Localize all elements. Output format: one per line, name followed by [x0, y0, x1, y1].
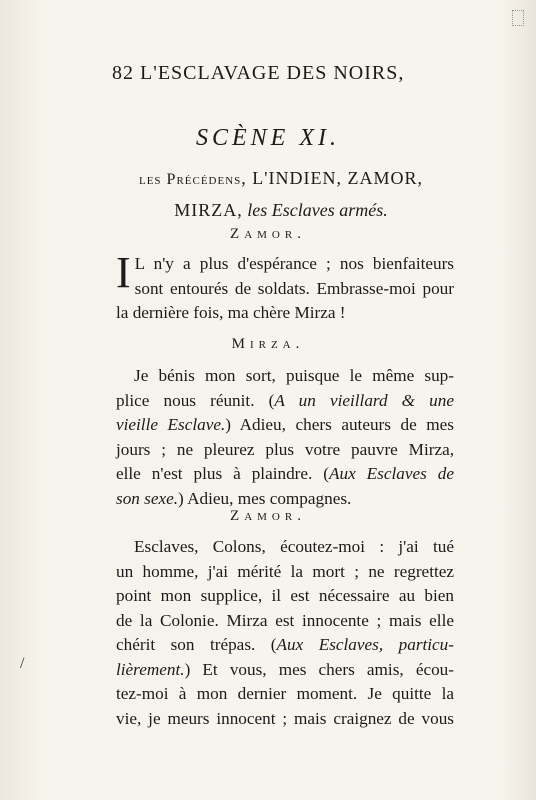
- speaker-zamor-2: Zamor.: [230, 508, 306, 524]
- text-line: de la Colonie. Mirza est innocente ; mais elle: [116, 610, 454, 630]
- speech-zamor-1: [116, 248, 454, 326]
- library-stamp: [512, 10, 524, 26]
- speech-mirza: [116, 364, 454, 511]
- speaker-mirza: Mirza.: [231, 336, 305, 352]
- text-line: Je bénis mon sort, puisque le même sup-: [134, 366, 454, 385]
- text-run: ) Adieu, chers auteurs de mes: [225, 415, 454, 434]
- text-line: un homme, j'ai mérité la mort ; ne regrettez: [116, 561, 454, 581]
- stage-direction: Aux Esclaves, particu-: [276, 635, 454, 654]
- stage-direction: lièrement.: [116, 659, 185, 679]
- text-line: [116, 413, 454, 438]
- text-line: point mon supplice, il est nécessaire au bien: [116, 586, 454, 605]
- text-line: la dernière fois, ma chère Mirza !: [116, 303, 346, 322]
- text-line: vie, je meurs innocent ; mais craignez de vous: [116, 708, 454, 728]
- running-title: L'ESCLAVAGE DES NOIRS,: [140, 62, 405, 84]
- cast-names-1: , L'INDIEN, ZAMOR,: [241, 168, 424, 188]
- speaker-zamor-1: Zamor.: [230, 226, 306, 242]
- stage-direction: son sexe.: [116, 488, 179, 508]
- text-run: chérit son trépas. (: [116, 635, 277, 654]
- text-line: sont entourés de soldats. Embrasse-moi pour: [134, 278, 454, 298]
- text-line: [116, 633, 454, 658]
- text-run: elle n'est plus à plaindre. (: [116, 464, 329, 483]
- text-line: [116, 462, 454, 487]
- speech-zamor-2: [116, 535, 454, 731]
- text-run: ) Adieu, mes compagnes.: [178, 488, 352, 508]
- cast-line-2: [116, 195, 446, 225]
- text-line: jours ; ne pleurez plus votre pauvre Mirza,: [116, 439, 454, 459]
- text-line: L n'y a plus d'espérance ; nos bienfaiteurs: [134, 254, 454, 273]
- cast-line-1: [116, 163, 446, 195]
- page-number: 82: [112, 62, 134, 84]
- text-line: Esclaves, Colons, écoutez-moi : j'ai tué: [134, 537, 454, 556]
- drop-cap: I: [116, 248, 131, 297]
- text-run: plice nous réunit. (: [116, 390, 275, 410]
- text-line: tez-moi à mon dernier moment. Je quitte la: [116, 684, 454, 703]
- stage-direction: A un vieillard & une: [274, 390, 454, 410]
- margin-mark: /: [20, 655, 25, 672]
- running-header: [112, 62, 442, 85]
- stage-direction: Aux Esclaves de: [329, 464, 454, 483]
- cast-esclaves: les Esclaves armés.: [247, 200, 388, 220]
- cast-list: [116, 163, 446, 225]
- text-line: [116, 658, 454, 683]
- cast-precedens: les Précédens: [138, 171, 242, 188]
- stage-direction: vieille Esclave.: [116, 415, 226, 434]
- scene-title: SCÈNE XI.: [196, 125, 340, 151]
- text-line: [116, 389, 454, 414]
- text-run: ) Et vous, mes chers amis, écou-: [184, 659, 454, 679]
- cast-mirza: MIRZA,: [174, 200, 243, 220]
